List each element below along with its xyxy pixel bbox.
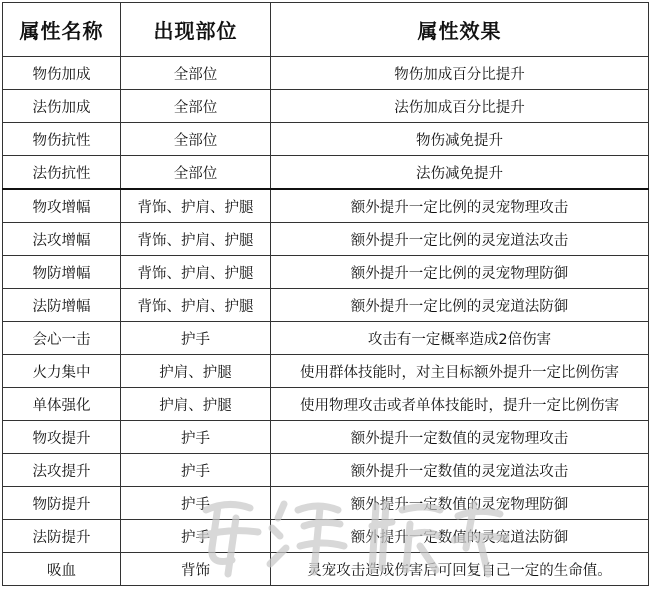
cell-effect: 物伤减免提升 bbox=[271, 123, 649, 156]
cell-location: 护手 bbox=[121, 322, 271, 355]
table-row bbox=[3, 421, 649, 454]
table-row bbox=[3, 454, 649, 487]
cell-location: 背饰、护肩、护腿 bbox=[121, 256, 271, 289]
cell-attribute-name: 物攻增幅 bbox=[3, 189, 121, 223]
cell-location: 全部位 bbox=[121, 156, 271, 190]
cell-attribute-name: 法攻增幅 bbox=[3, 223, 121, 256]
cell-effect: 额外提升一定数值的灵宠道法攻击 bbox=[271, 454, 649, 487]
cell-attribute-name: 法防提升 bbox=[3, 520, 121, 553]
cell-effect: 法伤加成百分比提升 bbox=[271, 90, 649, 123]
cell-effect: 额外提升一定比例的灵宠物理攻击 bbox=[271, 189, 649, 223]
cell-location: 护肩、护腿 bbox=[121, 388, 271, 421]
cell-location: 护手 bbox=[121, 454, 271, 487]
table-header bbox=[3, 3, 649, 57]
cell-location: 护手 bbox=[121, 487, 271, 520]
cell-effect: 使用物理攻击或者单体技能时，提升一定比例伤害 bbox=[271, 388, 649, 421]
cell-location: 护手 bbox=[121, 520, 271, 553]
header-attribute-name: 属性名称 bbox=[3, 3, 121, 57]
cell-effect: 物伤加成百分比提升 bbox=[271, 57, 649, 90]
table-row bbox=[3, 57, 649, 90]
cell-effect: 额外提升一定数值的灵宠道法防御 bbox=[271, 520, 649, 553]
table-row bbox=[3, 322, 649, 355]
table-row bbox=[3, 223, 649, 256]
cell-attribute-name: 法伤加成 bbox=[3, 90, 121, 123]
cell-attribute-name: 法伤抗性 bbox=[3, 156, 121, 190]
cell-attribute-name: 物防提升 bbox=[3, 487, 121, 520]
attribute-table bbox=[2, 2, 649, 586]
table-row bbox=[3, 189, 649, 223]
cell-effect: 攻击有一定概率造成2倍伤害 bbox=[271, 322, 649, 355]
cell-effect: 法伤减免提升 bbox=[271, 156, 649, 190]
cell-effect: 灵宠攻击造成伤害后可回复自己一定的生命值。 bbox=[271, 553, 649, 586]
header-location: 出现部位 bbox=[121, 3, 271, 57]
table-row bbox=[3, 388, 649, 421]
cell-location: 背饰、护肩、护腿 bbox=[121, 189, 271, 223]
table-row bbox=[3, 487, 649, 520]
cell-attribute-name: 会心一击 bbox=[3, 322, 121, 355]
cell-attribute-name: 吸血 bbox=[3, 553, 121, 586]
cell-attribute-name: 物防增幅 bbox=[3, 256, 121, 289]
table-row bbox=[3, 289, 649, 322]
cell-attribute-name: 物伤抗性 bbox=[3, 123, 121, 156]
cell-attribute-name: 单体强化 bbox=[3, 388, 121, 421]
table-row bbox=[3, 90, 649, 123]
table-row bbox=[3, 123, 649, 156]
cell-location: 背饰 bbox=[121, 553, 271, 586]
header-row bbox=[3, 3, 649, 57]
cell-location: 背饰、护肩、护腿 bbox=[121, 223, 271, 256]
cell-location: 全部位 bbox=[121, 57, 271, 90]
cell-attribute-name: 物伤加成 bbox=[3, 57, 121, 90]
table-row bbox=[3, 355, 649, 388]
cell-attribute-name: 火力集中 bbox=[3, 355, 121, 388]
table-row bbox=[3, 553, 649, 586]
cell-attribute-name: 法防增幅 bbox=[3, 289, 121, 322]
table-body bbox=[3, 57, 649, 586]
cell-effect: 额外提升一定数值的灵宠物理防御 bbox=[271, 487, 649, 520]
cell-location: 全部位 bbox=[121, 123, 271, 156]
cell-location: 护肩、护腿 bbox=[121, 355, 271, 388]
cell-location: 全部位 bbox=[121, 90, 271, 123]
table-row bbox=[3, 520, 649, 553]
cell-effect: 额外提升一定比例的灵宠物理防御 bbox=[271, 256, 649, 289]
table-row bbox=[3, 256, 649, 289]
header-effect: 属性效果 bbox=[271, 3, 649, 57]
cell-location: 背饰、护肩、护腿 bbox=[121, 289, 271, 322]
cell-effect: 额外提升一定数值的灵宠物理攻击 bbox=[271, 421, 649, 454]
cell-location: 护手 bbox=[121, 421, 271, 454]
cell-attribute-name: 物攻提升 bbox=[3, 421, 121, 454]
table-row bbox=[3, 156, 649, 190]
cell-attribute-name: 法攻提升 bbox=[3, 454, 121, 487]
cell-effect: 额外提升一定比例的灵宠道法防御 bbox=[271, 289, 649, 322]
cell-effect: 使用群体技能时，对主目标额外提升一定比例伤害 bbox=[271, 355, 649, 388]
cell-effect: 额外提升一定比例的灵宠道法攻击 bbox=[271, 223, 649, 256]
